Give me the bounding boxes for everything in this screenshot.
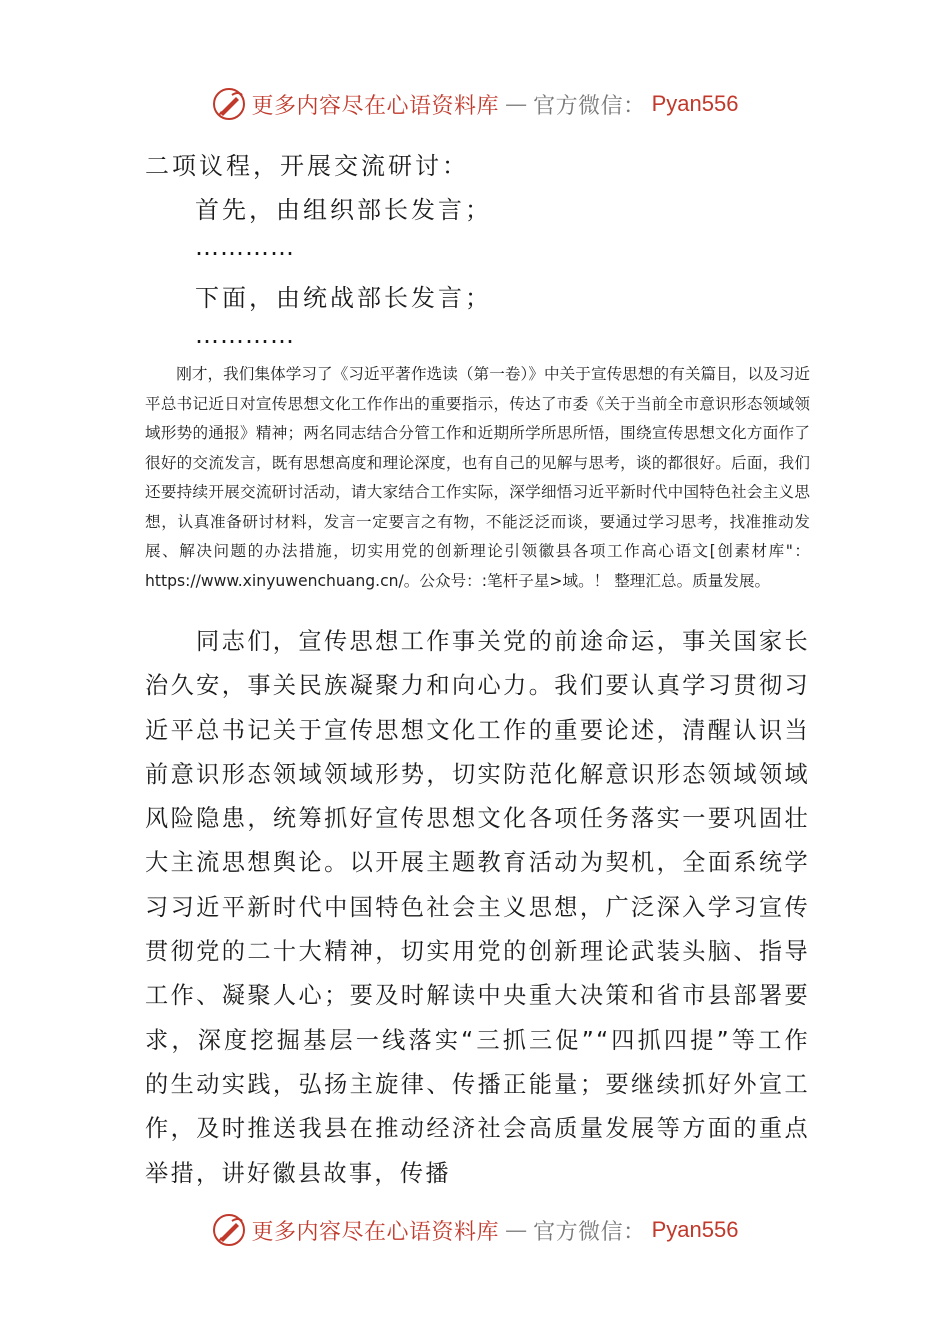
agenda-ellipsis-2: ………… [195,321,295,349]
pen-nib-icon [212,1213,246,1247]
agenda-item-title: 二项议程，开展交流研讨： [145,152,469,180]
banner-wechat-label: 官方微信： [533,93,646,119]
footer-banner-wechat-label: 官方微信： [533,1219,646,1245]
main-paragraph: 同志们，宣传思想工作事关党的前途命运，事关国家长治久安，事关民族凝聚力和向心力。我们要认真学习贯彻习近平总书记关于宣传思想文化工作的重要论述，清醒认识当前意识形态领域领域形势，切实防范化解意识形态领域领域风险隐患，统筹抓好宣传思想文化各项任务落实一要巩固壮大主流思想舆论。以开展主题教育活动为契机，全面系统学习习近平新时代中国特色社会主义思想，广泛深入学习宣传贯彻党的二十大精神，切实用党的创新理论武装头脑、指导工作、凝聚人心；要及时解读中央重大决策和省市县部署要求，深度挖掘基层一线落实“三抓三促”“四抓四提”等工作的生动实践，弘扬主旋律、传播正能量；要继续抓好外宣工作，及时推送我县在推动经济社会高质量发展等方面的重点举措，讲好徽县故事，传播 [145,628,810,1187]
agenda-ellipsis-1: ………… [195,233,295,261]
footer-banner-title: 更多内容尽在心语资料库 [251,1219,500,1245]
footer-banner-separator: — [505,1217,528,1243]
agenda-speaker-2: 下面，由统战部长发言； [195,284,492,312]
banner-wechat-id: Pyan556 [651,91,739,116]
agenda-speaker-1: 首先，由组织部长发言； [195,196,492,224]
footer-banner-wechat-id: Pyan556 [651,1217,739,1242]
pen-nib-icon [212,87,246,121]
banner-title: 更多内容尽在心语资料库 [251,93,500,119]
banner-separator: — [505,91,528,117]
summary-paragraph: 刚才，我们集体学习了《习近平著作选读（第一卷）》中关于宣传思想的有关篇目，以及习近平总书记近日对宣传思想文化工作作出的重要指示，传达了市委《关于当前全市意识形态领域领域形势的通报》精神；两名同志结合分管工作和近期所学所思所悟，围绕宣传思想文化方面作了很好的交流发言，既有思想高度和理论深度，也有自己的见解与思考，谈的都很好。后面，我们还要持续开展交流研讨活动，请大家结合工作实际，深学细悟习近平新时代中国特色社会主义思想，认真准备研讨材料，发言一定要言之有物，不能泛泛而谈，要通过学习思考，找准推动发展、解决问题的办法措施，切实用党的创新理论引领徽县各项工作高心语文[创素材库"：https://www.xinyuwenchuang.cn/。公众号：:笔杆子星>域。！ 整理汇总。质量发展。 [145,365,810,590]
footer-banner [0,1210,950,1250]
header-banner [0,84,950,124]
